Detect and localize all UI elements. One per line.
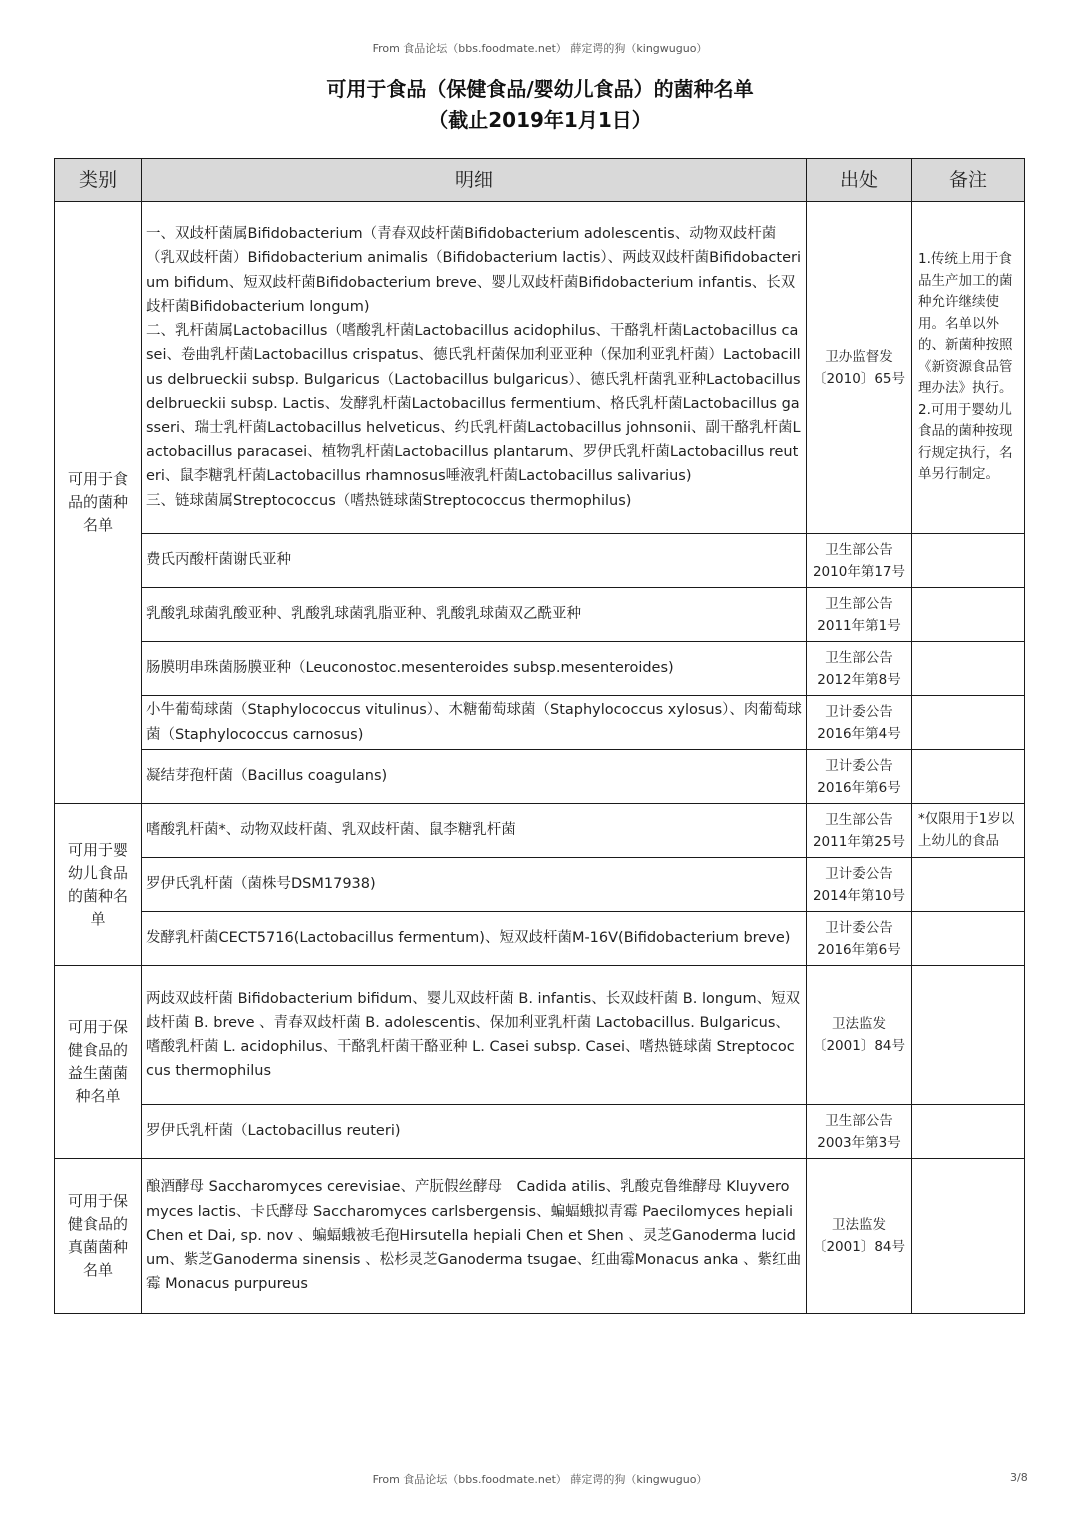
category-cell: 可用于保健食品的真菌菌种名单 <box>55 1159 142 1314</box>
source-cell: 卫计委公告2016年第6号 <box>807 750 912 804</box>
note-cell <box>912 966 1025 1105</box>
table-row <box>55 642 1025 696</box>
note-cell <box>912 642 1025 696</box>
detail-cell <box>142 202 807 534</box>
source-cell: 卫办监督发〔2010〕65号 <box>807 202 912 534</box>
document-title-block <box>0 74 1080 136</box>
detail-cell: 嗜酸乳杆菌*、动物双歧杆菌、乳双歧杆菌、鼠李糖乳杆菌 <box>142 804 807 858</box>
detail-cell: 肠膜明串珠菌肠膜亚种（Leuconostoc.mesenteroides subsp.mesenteroides) <box>142 642 807 696</box>
note-cell <box>912 1105 1025 1159</box>
note-cell <box>912 858 1025 912</box>
table-row <box>55 1105 1025 1159</box>
table-row <box>55 858 1025 912</box>
table-row <box>55 912 1025 966</box>
document-subtitle: （截止2019年1月1日） <box>428 108 652 132</box>
detail-cell: 罗伊氏乳杆菌（菌株号DSM17938) <box>142 858 807 912</box>
category-cell: 可用于保健食品的益生菌菌种名单 <box>55 966 142 1159</box>
detail-line: 三、链球菌属Streptococcus（嗜热链球菌Streptococcus thermophilus) <box>146 492 632 509</box>
table-row <box>55 534 1025 588</box>
detail-cell: 酿酒酵母 Saccharomyces cerevisiae、产朊假丝酵母 Cadida atilis、乳酸克鲁维酵母 Kluyveromyces lactis、卡氏酵母 Saccharomyces carlsbergensis、蝙蝠蛾拟青霉 Paecilomyces hepiali Chen et Dai, sp. nov 、蝙蝠蛾被毛孢Hirsutella hepiali Chen et Shen 、灵芝Ganoderma lucidum、紫芝Ganoderma sinensis 、松杉灵芝Ganoderma tsugae、红曲霉Monacus anka 、紫红曲霉 Monacus purpureus <box>142 1159 807 1314</box>
note-cell <box>912 1159 1025 1314</box>
table-row <box>55 804 1025 858</box>
category-cell: 可用于婴幼儿食品的菌种名单 <box>55 804 142 966</box>
table-header-row <box>55 159 1025 202</box>
source-cell: 卫生部公告2011年第25号 <box>807 804 912 858</box>
column-header-note: 备注 <box>912 159 1025 202</box>
table-row <box>55 966 1025 1105</box>
detail-cell: 两歧双歧杆菌 Bifidobacterium bifidum、婴儿双歧杆菌 B. infantis、长双歧杆菌 B. longum、短双歧杆菌 B. breve 、青春双歧杆菌 B. adolescentis、保加利亚乳杆菌 Lactobacillus. Bulgaricus、嗜酸乳杆菌 L. acidophilus、干酪乳杆菌干酪亚种 L. Casei subsp. Casei、嗜热链球菌 Streptococcus thermophilus <box>142 966 807 1105</box>
detail-cell: 发酵乳杆菌CECT5716(Lactobacillus fermentum)、短双歧杆菌M-16V(Bifidobacterium breve) <box>142 912 807 966</box>
detail-cell: 凝结芽孢杆菌（Bacillus coagulans) <box>142 750 807 804</box>
strain-list-table <box>54 158 1025 1314</box>
header-source-line: From 食品论坛（bbs.foodmate.net） 薛定谔的狗（kingwuguo） <box>372 42 708 55</box>
note-cell: *仅限用于1岁以上幼儿的食品 <box>912 804 1025 858</box>
detail-cell: 费氏丙酸杆菌谢氏亚种 <box>142 534 807 588</box>
table-row <box>55 750 1025 804</box>
column-header-category: 类别 <box>55 159 142 202</box>
detail-cell: 乳酸乳球菌乳酸亚种、乳酸乳球菌乳脂亚种、乳酸乳球菌双乙酰亚种 <box>142 588 807 642</box>
note-cell: 1.传统上用于食品生产加工的菌种允许继续使用。名单以外的、新菌种按照《新资源食品管理办法》执行。2.可用于婴幼儿食品的菌种按现行规定执行，名单另行制定。 <box>912 202 1025 534</box>
column-header-source: 出处 <box>807 159 912 202</box>
source-cell: 卫计委公告2016年第4号 <box>807 696 912 750</box>
source-cell: 卫法监发〔2001〕84号 <box>807 1159 912 1314</box>
note-cell <box>912 534 1025 588</box>
note-cell <box>912 588 1025 642</box>
detail-cell: 罗伊氏乳杆菌（Lactobacillus reuteri) <box>142 1105 807 1159</box>
source-cell: 卫生部公告2010年第17号 <box>807 534 912 588</box>
source-cell: 卫计委公告2016年第6号 <box>807 912 912 966</box>
note-cell <box>912 750 1025 804</box>
source-cell: 卫生部公告2003年第3号 <box>807 1105 912 1159</box>
page-number: 3/8 <box>1010 1471 1028 1484</box>
table-row <box>55 588 1025 642</box>
note-cell <box>912 696 1025 750</box>
table-row <box>55 1159 1025 1314</box>
source-cell: 卫法监发〔2001〕84号 <box>807 966 912 1105</box>
column-header-detail: 明细 <box>142 159 807 202</box>
footer-source-line: From 食品论坛（bbs.foodmate.net） 薛定谔的狗（kingwuguo） <box>372 1473 708 1486</box>
source-cell: 卫计委公告2014年第10号 <box>807 858 912 912</box>
table-row <box>55 202 1025 534</box>
table-row <box>55 696 1025 750</box>
category-cell: 可用于食品的菌种名单 <box>55 202 142 804</box>
detail-line: 二、乳杆菌属Lactobacillus（嗜酸乳杆菌Lactobacillus acidophilus、干酪乳杆菌Lactobacillus casei、卷曲乳杆菌Lactobacillus crispatus、德氏乳杆菌保加利亚亚种（保加利亚乳杆菌）Lactobacillus delbrueckii subsp. Bulgaricus（Lactobacillus bulgaricus）、德氏乳杆菌乳亚种Lactobacillus delbrueckii subsp. Lactis、发酵乳杆菌Lactobacillus fermentium、格氏乳杆菌Lactobacillus gasseri、瑞士乳杆菌Lactobacillus helveticus、约氏乳杆菌Lactobacillus johnsonii、副干酪乳杆菌Lactobacillus paracasei、植物乳杆菌Lactobacillus plantarum、罗伊氏乳杆菌Lactobacillus reuteri、鼠李糖乳杆菌Lactobacillus rhamnosus唾液乳杆菌Lactobacillus salivarius) <box>146 323 801 485</box>
source-cell: 卫生部公告2012年第8号 <box>807 642 912 696</box>
detail-line: 一、双歧杆菌属Bifidobacterium（青春双歧杆菌Bifidobacterium adolescentis、动物双歧杆菌（乳双歧杆菌）Bifidobacterium animalis（Bifidobacterium lactis）、两歧双歧杆菌Bifidobacterium bifidum、短双歧杆菌Bifidobacterium breve、婴儿双歧杆菌Bifidobacterium infantis、长双歧杆菌Bifidobacterium longum) <box>146 226 802 315</box>
document-title: 可用于食品（保健食品/婴幼儿食品）的菌种名单 <box>326 77 754 101</box>
detail-cell: 小牛葡萄球菌（Staphylococcus vitulinus）、木糖葡萄球菌（Staphylococcus xylosus）、肉葡萄球菌（Staphylococcus carnosus) <box>142 696 807 750</box>
note-cell <box>912 912 1025 966</box>
source-cell: 卫生部公告2011年第1号 <box>807 588 912 642</box>
